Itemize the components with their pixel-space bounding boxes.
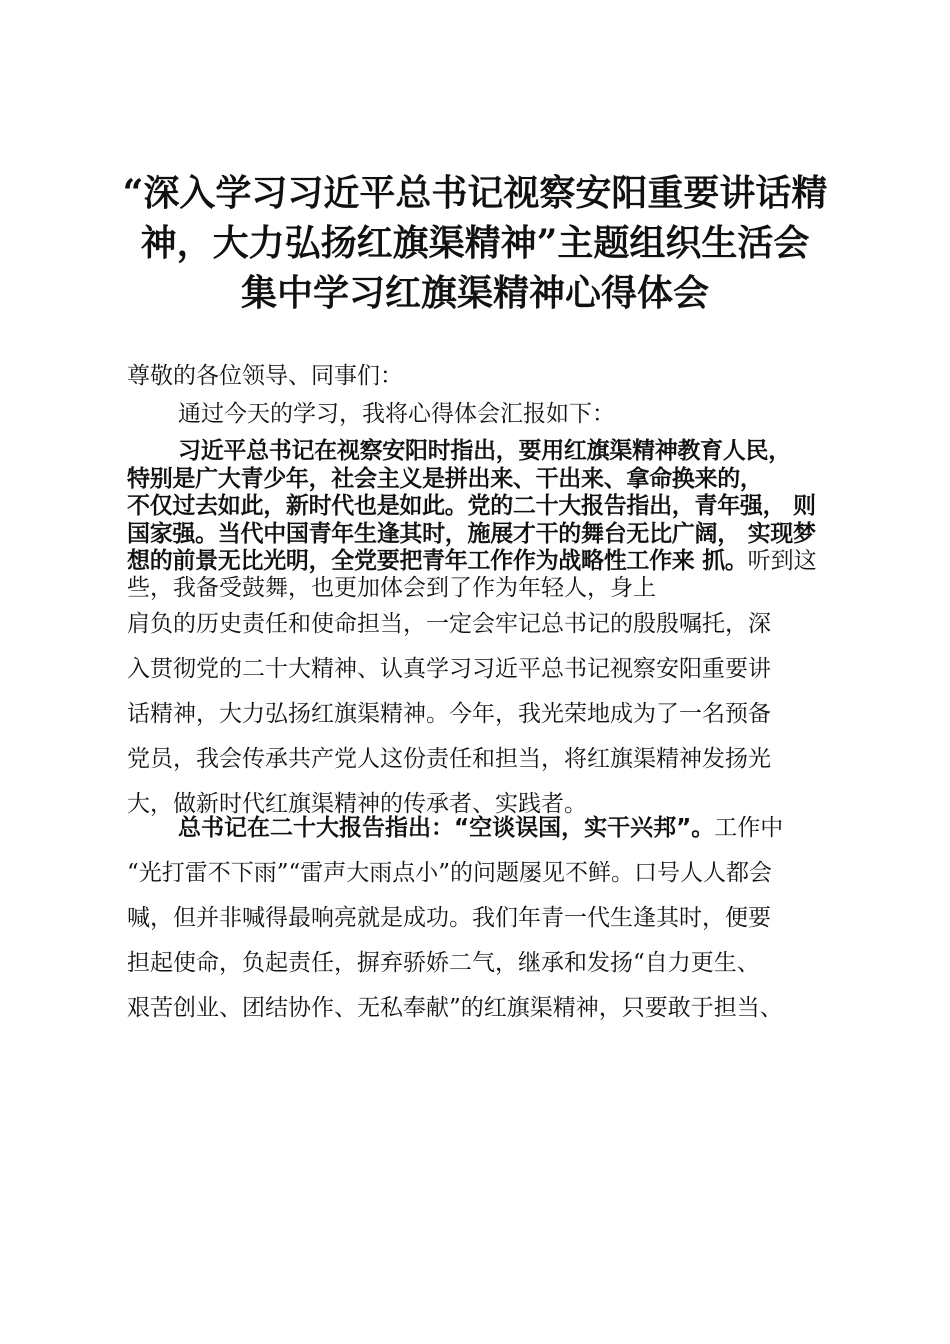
- bold-quote-block: [127, 438, 852, 576]
- bold-line: 想的前景无比光明，全党要把青年工作作为战略性工作来 抓。: [127, 548, 748, 574]
- normal-inline-tail: 听到这: [747, 548, 817, 574]
- paragraph-line: 入贯彻党的二十大精神、认真学习习近平总书记视察安阳重要讲: [127, 656, 771, 682]
- title-line: 集中学习红旗渠精神心得体会: [240, 272, 709, 314]
- bold-line: 特别是广大青少年，社会主义是拼出来、干出来、拿命换来的，: [127, 465, 763, 492]
- paragraph-lead-bold: 总书记在二十大报告指出：“空谈误国，实干兴邦”。: [178, 815, 715, 841]
- bold-line: 习近平总书记在视察安阳时指出，要用红旗渠精神教育人民，: [178, 438, 791, 464]
- paragraph-line: 大，做新时代红旗渠精神的传承者、实践者。: [127, 791, 587, 817]
- intro-line: 通过今天的学习，我将心得体会汇报如下：: [178, 401, 615, 427]
- paragraph-line: 喊，但并非喊得最响亮就是成功。我们年青一代生逢其时，便要: [127, 905, 771, 931]
- title-line: “深入学习习近平总书记视察安阳重要讲话精: [122, 172, 828, 214]
- paragraph-line: “光打雷不下雨”“雷声大雨点小”的问题屡见不鲜。口号人人都会: [127, 860, 773, 886]
- paragraph-lead-rest: 工作中: [714, 815, 784, 841]
- paragraph-line: 党员，我会传承共产党人这份责任和担当，将红旗渠精神发扬光: [127, 746, 771, 772]
- bold-line: 不仅过去如此，新时代也是如此。党的二十大报告指出，青年强， 则: [127, 493, 816, 519]
- paragraph-2: [127, 806, 837, 1031]
- paragraph-lead-line: [127, 806, 837, 851]
- greeting: 尊敬的各位领导、同事们：: [127, 363, 403, 389]
- paragraph-line: 艰苦创业、团结协作、无私奉献”的红旗渠精神，只要敢于担当、: [127, 995, 783, 1021]
- paragraph-1: [127, 602, 837, 827]
- paragraph-line: 肩负的历史责任和使命担当，一定会牢记总书记的殷殷嘱托，深: [127, 611, 771, 637]
- continuation-line: 些，我备受鼓舞，也更加体会到了作为年轻人，身上: [127, 575, 656, 601]
- title-line: 神，大力弘扬红旗渠精神”主题组织生活会: [140, 222, 810, 264]
- document-title: [110, 168, 840, 318]
- paragraph-line: 担起使命，负起责任，摒弃骄娇二气，继承和发扬“自力更生、: [127, 950, 760, 976]
- bold-line: 国家强。当代中国青年生逢其时，施展才干的舞台无比广阔， 实现梦: [127, 520, 816, 547]
- paragraph-line: 话精神，大力弘扬红旗渠精神。今年，我光荣地成为了一名预备: [127, 701, 771, 727]
